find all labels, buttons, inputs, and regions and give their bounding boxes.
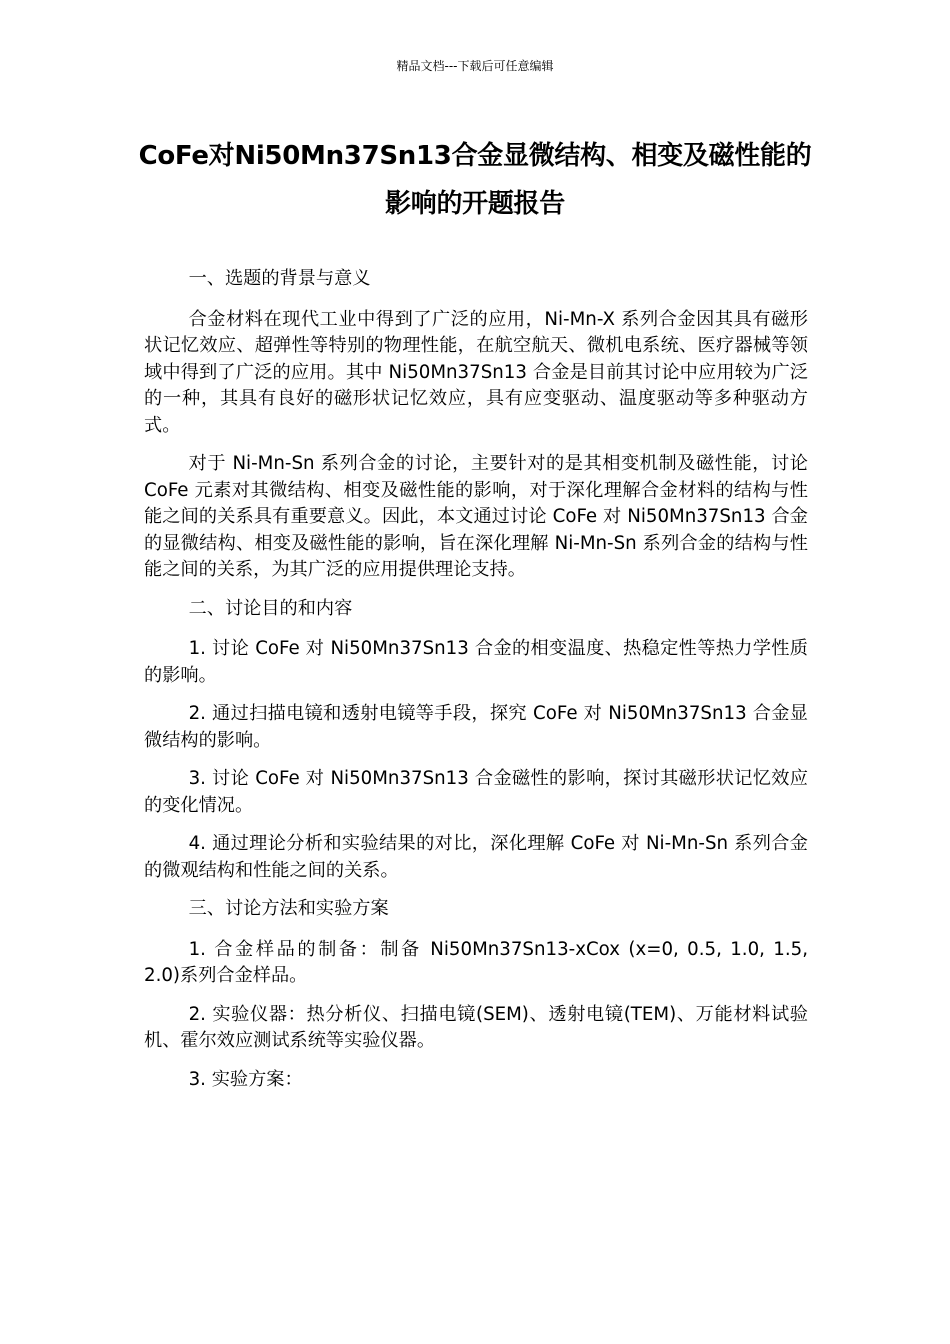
list-item-objective-1: 1. 讨论 CoFe 对 Ni50Mn37Sn13 合金的相变温度、热稳定性等热力学性质的影响。 xyxy=(144,638,808,686)
page-header-watermark: 精品文档---下载后可任意编辑 xyxy=(396,59,554,73)
list-item-objective-2: 2. 通过扫描电镜和透射电镜等手段，探究 CoFe 对 Ni50Mn37Sn13 合金显微结构的影响。 xyxy=(144,703,808,751)
list-item-method-3: 3. 实验方案： xyxy=(188,1068,303,1090)
list-item-objective-4: 4. 通过理论分析和实验结果的对比，深化理解 CoFe 对 Ni-Mn-Sn 系列合金的微观结构和性能之间的关系。 xyxy=(144,833,808,881)
section-heading-objectives: 二、讨论目的和内容 xyxy=(188,597,353,619)
list-item-method-1: 1. 合金样品的制备：制备 Ni50Mn37Sn13-xCox (x=0, 0.5, 1.0, 1.5, 2.0)系列合金样品。 xyxy=(144,938,808,986)
list-item-objective-3: 3. 讨论 CoFe 对 Ni50Mn37Sn13 合金磁性的影响，探讨其磁形状记忆效应的变化情况。 xyxy=(144,768,808,816)
section-heading-methods: 三、讨论方法和实验方案 xyxy=(188,898,389,919)
document-title: CoFe对Ni50Mn37Sn13合金显微结构、相变及磁性能的影响的开题报告 xyxy=(138,141,812,219)
paragraph-background-1: 合金材料在现代工业中得到了广泛的应用，Ni-Mn-X 系列合金因其具有磁形状记忆效应、超弹性等特别的物理性能，在航空航天、微机电系统、医疗器械等领域中得到了广泛的应用。其中 Ni50Mn37Sn13 合金是目前其讨论中应用较为广泛的一种，其具有良好的磁形状记忆效应，具有应变驱动、温度驱动等多种驱动方式。 xyxy=(144,308,808,436)
paragraph-background-2: 对于 Ni-Mn-Sn 系列合金的讨论，主要针对的是其相变机制及磁性能，讨论 CoFe 元素对其微结构、相变及磁性能的影响，对于深化理解合金材料的结构与性能之间的关系具有重要意义。因此，本文通过讨论 CoFe 对 Ni50Mn37Sn13 合金的显微结构、相变及磁性能的影响，旨在深化理解 Ni-Mn-Sn 系列合金的结构与性能之间的关系，为其广泛的应用提供理论支持。 xyxy=(144,453,808,580)
list-item-method-2: 2. 实验仪器：热分析仪、扫描电镜(SEM)、透射电镜(TEM)、万能材料试验机、霍尔效应测试系统等实验仪器。 xyxy=(144,1003,808,1051)
document-body xyxy=(144,266,808,1105)
section-heading-background: 一、选题的背景与意义 xyxy=(188,268,371,289)
